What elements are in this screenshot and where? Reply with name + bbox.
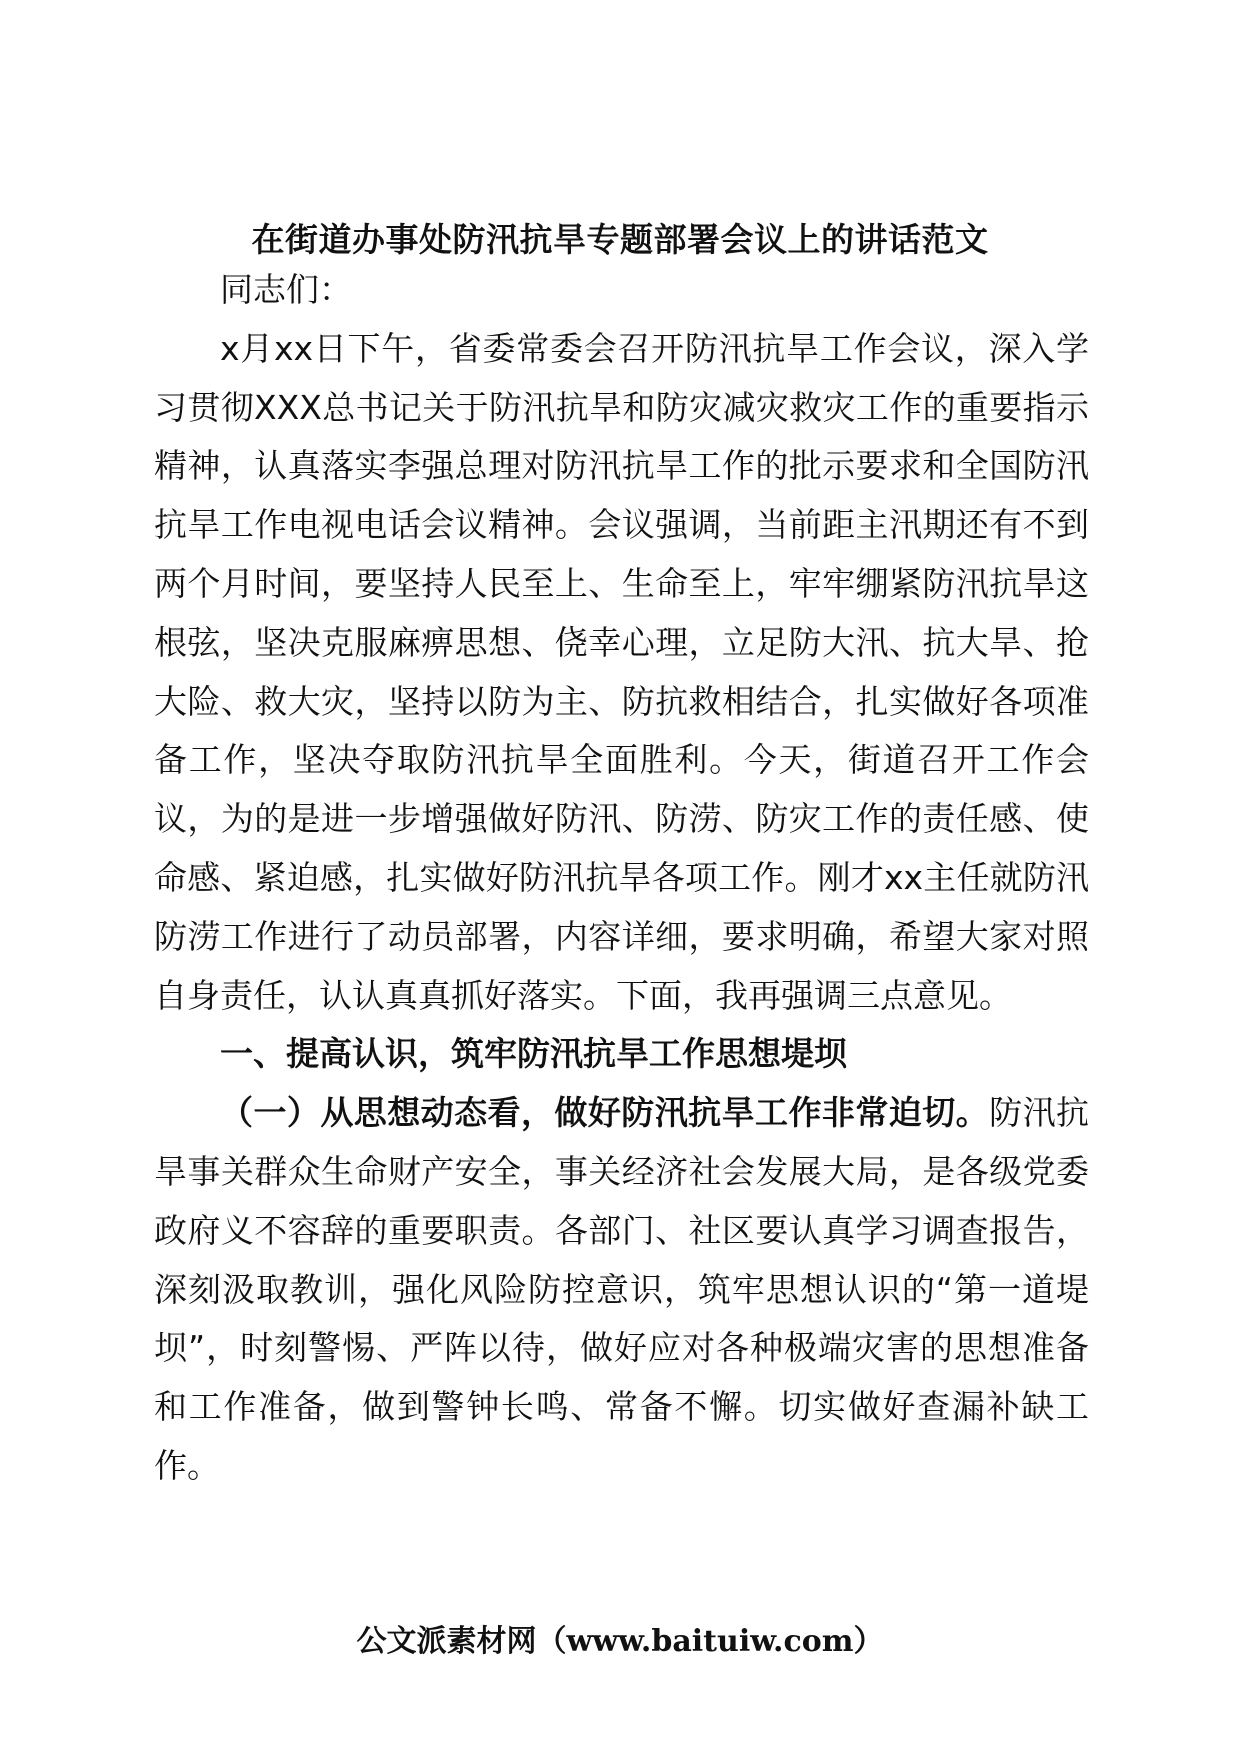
subsection-paragraph-1 <box>154 1084 1089 1496</box>
paragraph-intro: x月xx日下午，省委常委会召开防汛抗旱工作会议，深入学习贯彻XXX总书记关于防汛抗旱和防灾减灾救灾工作的重要指示精神，认真落实李强总理对防汛抗旱工作的批示要求和全国防汛抗旱工作电视电话会议精神。会议强调，当前距主汛期还有不到两个月时间，要坚持人民至上、生命至上，牢牢绷紧防汛抗旱这根弦，坚决克服麻痹思想、侥幸心理，立足防大汛、抗大旱、抢大险、救大灾，坚持以防为主、防抗救相结合，扎实做好各项准备工作，坚决夺取防汛抗旱全面胜利。今天，街道召开工作会议，为的是进一步增强做好防汛、防涝、防灾工作的责任感、使命感、紧迫感，扎实做好防汛抗旱各项工作。刚才xx主任就防汛防涝工作进行了动员部署，内容详细，要求明确，希望大家对照自身责任，认认真真抓好落实。下面，我再强调三点意见。 <box>154 328 1089 1015</box>
document-title: 在街道办事处防汛抗旱专题部署会议上的讲话范文 <box>251 220 989 259</box>
document-body <box>154 261 1089 1496</box>
subsection-text: 防汛抗旱事关群众生命财产安全，事关经济社会发展大局，是各级党委政府义不容辞的重要职责。各部门、社区要认真学习调查报告，深刻汲取教训，强化风险防控意识，筑牢思想认识的“第一道堤坝”，时刻警惕、严阵以待，做好应对各种极端灾害的思想准备和工作准备，做到警钟长鸣、常备不懈。切实做好查漏补缺工作。 <box>154 1093 1090 1485</box>
subsection-lead: （一）从思想动态看，做好防汛抗旱工作非常迫切。 <box>220 1093 990 1133</box>
salutation: 同志们： <box>220 270 352 309</box>
section-heading-1: 一、提高认识，筑牢防汛抗旱工作思想堤坝 <box>220 1034 847 1074</box>
footer-watermark: 公文派素材网（www.baituiw.com） <box>356 1624 884 1659</box>
